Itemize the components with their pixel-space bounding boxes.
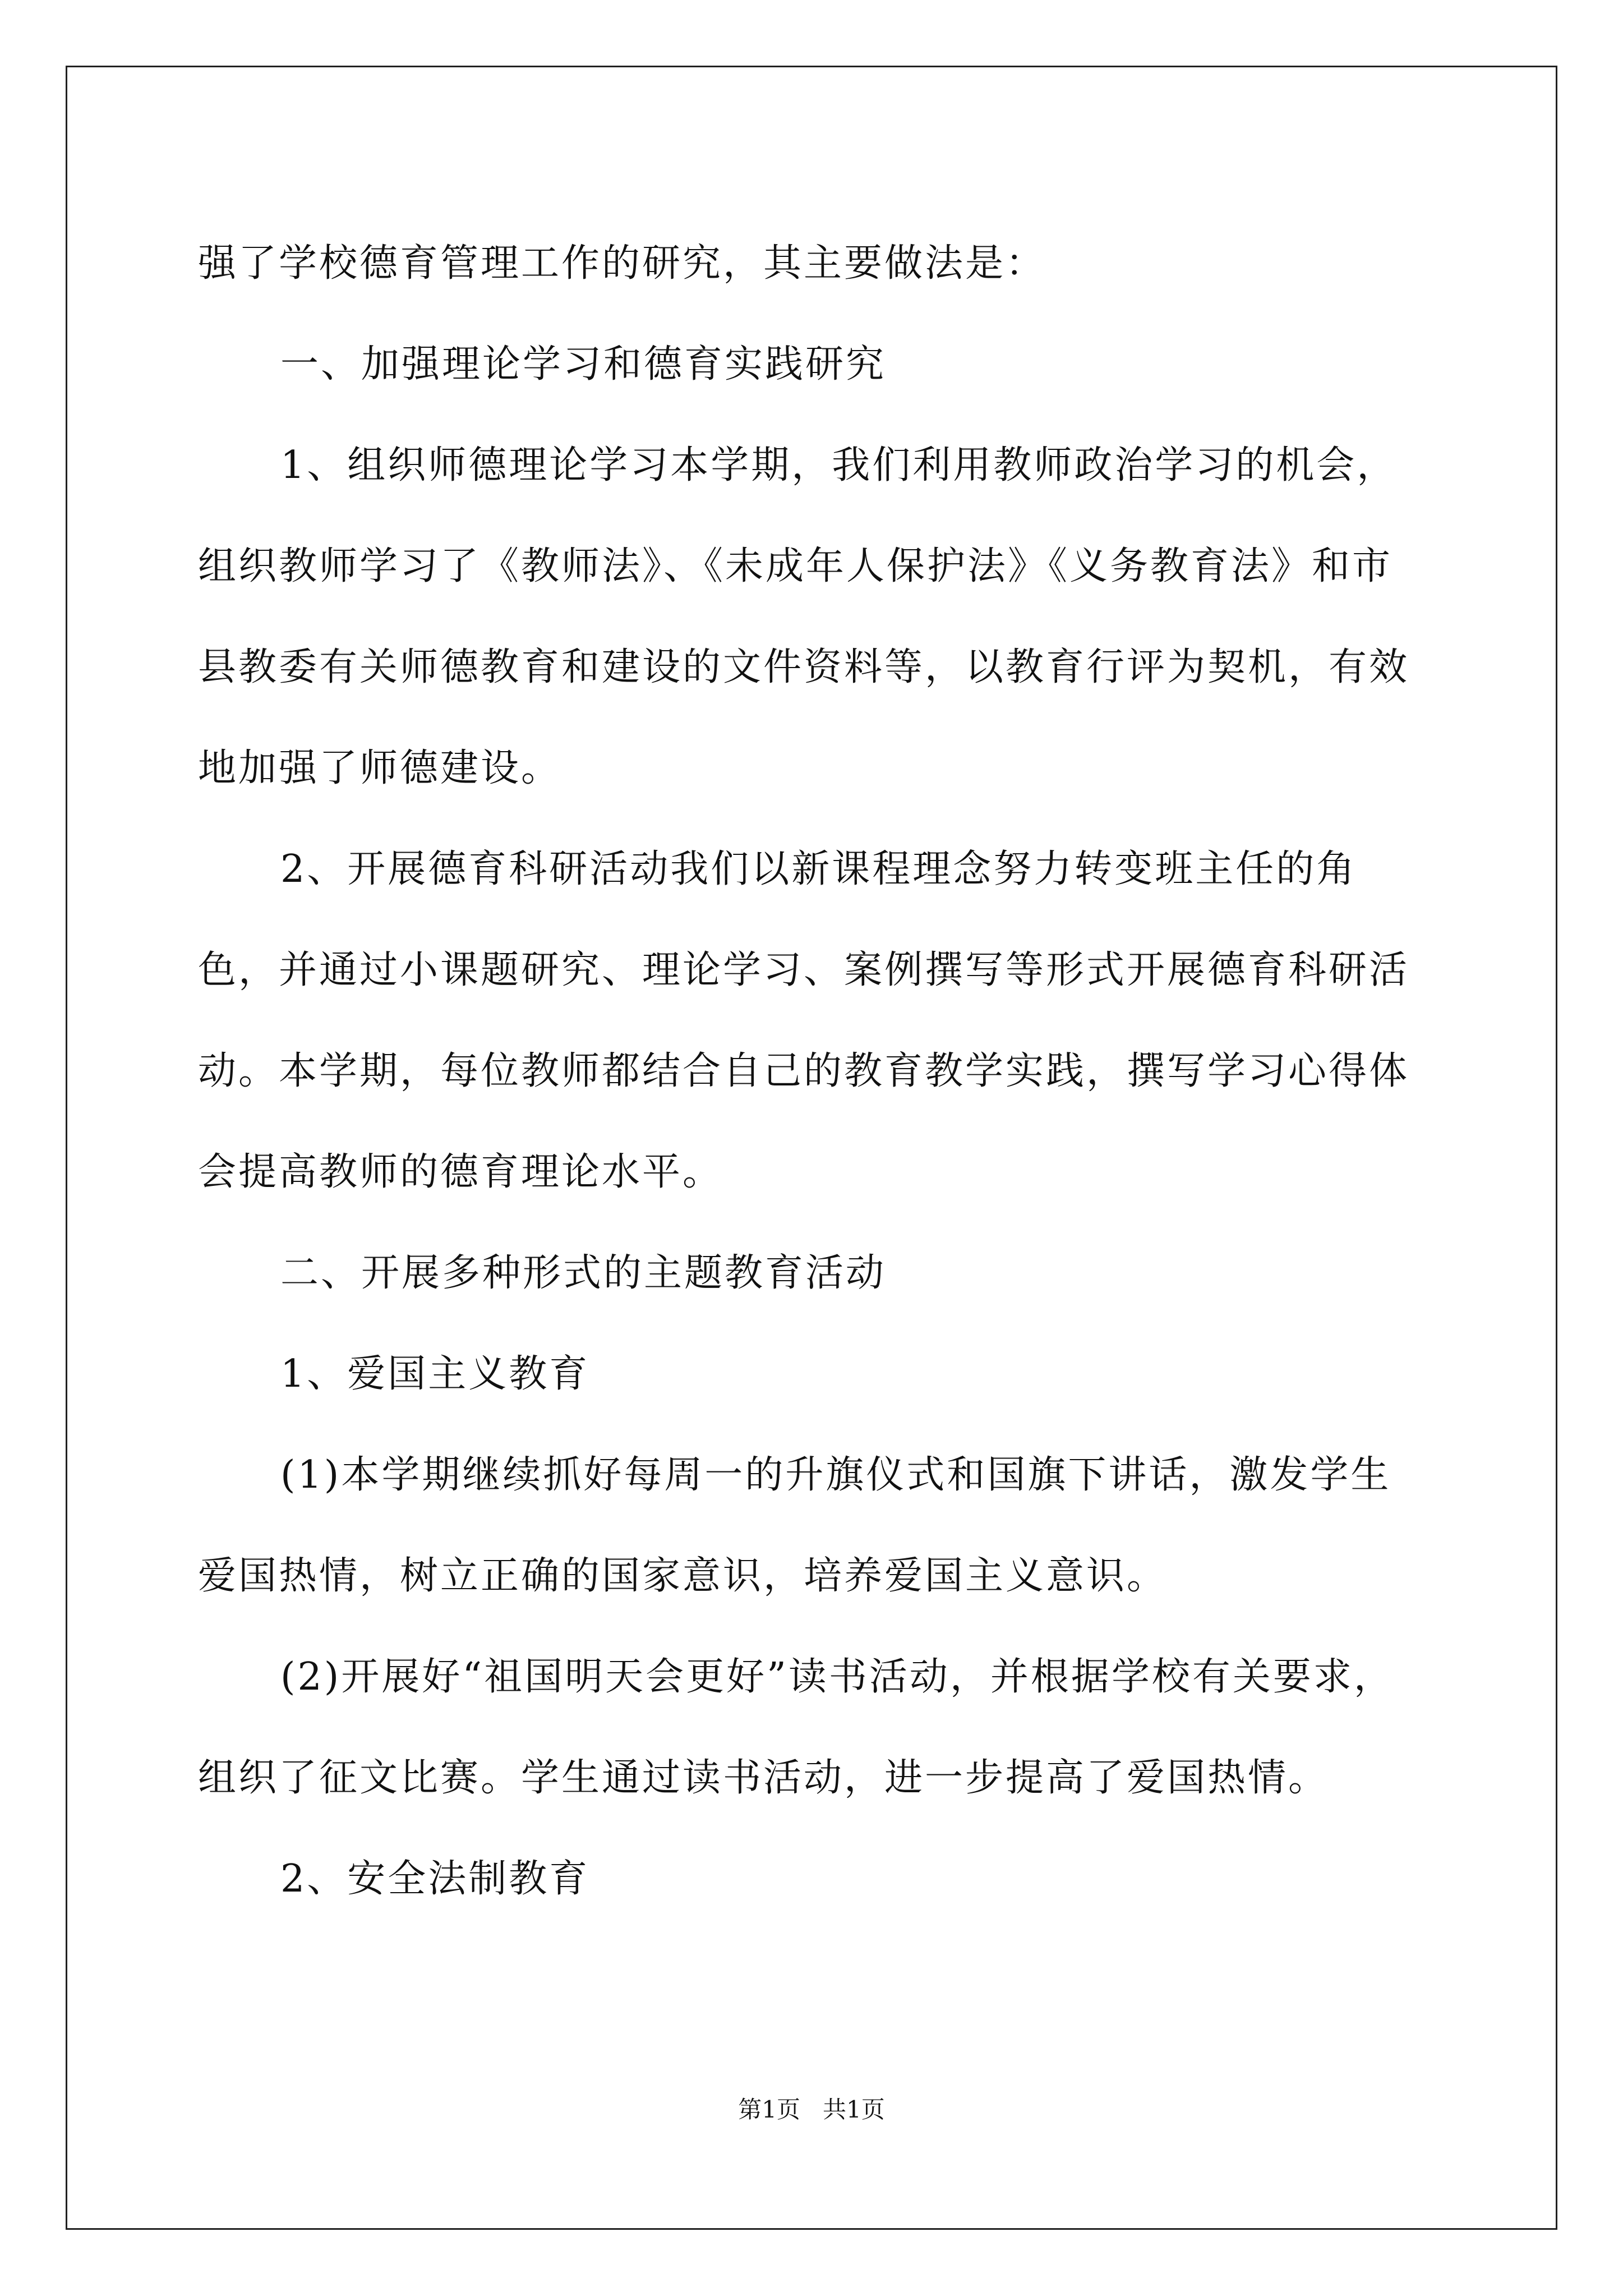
document-body — [198, 213, 1421, 1930]
subsection-heading: 2、安全法制教育 — [280, 1857, 590, 1901]
subsection-heading: 1、爱国主义教育 — [280, 1352, 590, 1396]
paragraph: (1)本学期继续抓好每周一的升旗仪式和国旗下讲话，激发学生爱国热情，树立正确的国家意识，培养爱国主义意识。 — [198, 1453, 1391, 1598]
paragraph: 2、开展德育科研活动我们以新课程理念努力转变班主任的角色，并通过小课题研究、理论学习、案例撰写等形式开展德育科研活动。本学期，每位教师都结合自己的教育教学实践，撰写学习心得体会提高教师的德育理论水平。 — [198, 847, 1410, 1194]
section-heading: 一、加强理论学习和德育实践研究 — [280, 342, 887, 386]
paragraph: (2)开展好“祖国明天会更好”读书活动，并根据学校有关要求，组织了征文比赛。学生通过读书活动，进一步提高了爱国热情。 — [198, 1655, 1394, 1800]
paragraph: 强了学校德育管理工作的研究，其主要做法是： — [198, 241, 1046, 286]
page-number-footer: 第1页 共1页 — [738, 2096, 885, 2123]
paragraph: 1、组织师德理论学习本学期，我们利用教师政治学习的机会，组织教师学习了《教师法》、《未成年人保护法》《义务教育法》和市县教委有关师德教育和建设的文件资料等，以教育行评为契机，有效地加强了师德建设。 — [198, 443, 1410, 790]
section-heading: 二、开展多种形式的主题教育活动 — [280, 1251, 887, 1295]
